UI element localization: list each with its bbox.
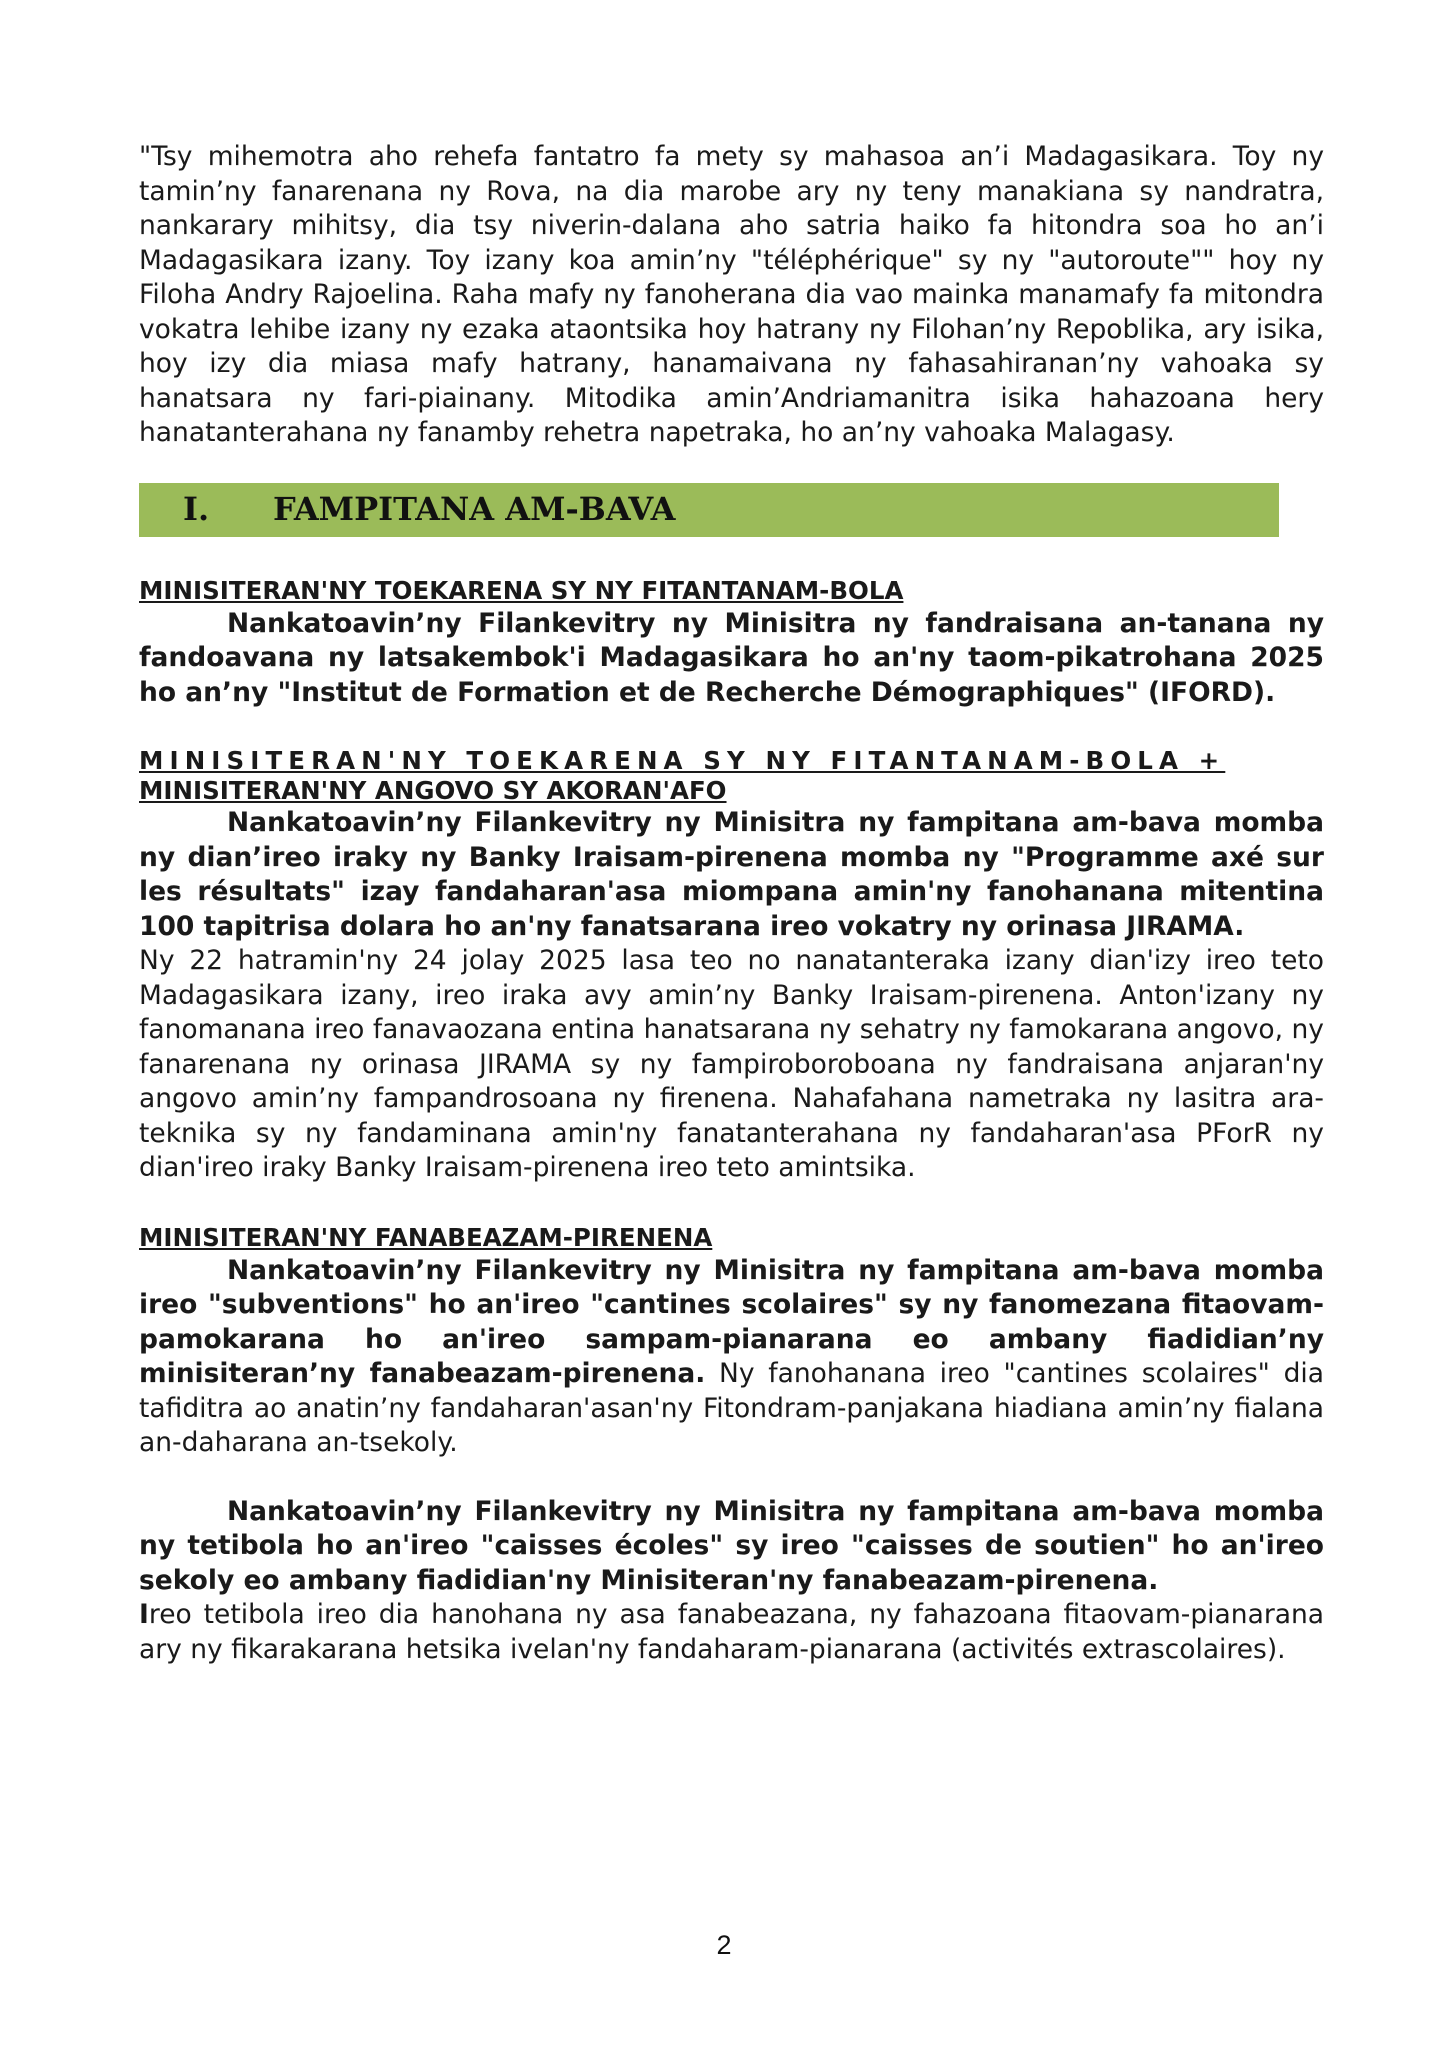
section-heading — [139, 483, 1279, 537]
decision-body-text: Ny fanohanana ireo "cantines scolaires" dia tafiditra ao anatin’ny fandaharan'asan'ny Fitondram-panjakana hiadiana amin’ny fialana an-daharana an-tsekoly. — [139, 1358, 1324, 1458]
decision-paragraph — [139, 1254, 1324, 1461]
ministry-heading: MINISITERAN'NY ANGOVO SY AKORAN'AFO — [139, 776, 727, 805]
decision-paragraph: Nankatoavin’ny Filankevitry ny Minisitra ny fandraisana an-tanana ny fandoavana ny latsakembok'i Madagasikara ho an'ny taom-pikatrohana 2025 ho an’ny "Institut de Formation et de Recherche Démographiques" (IFORD). — [139, 607, 1324, 708]
body-paragraph — [139, 1598, 1324, 1667]
page-number: 2 — [716, 1930, 732, 1960]
body-initial: I — [139, 1599, 149, 1630]
decision-bold-text: Nankatoavin’ny Filankevitry ny Minisitra ny fampitana am-bava momba ireo "subventions" ho an'ireo "cantines scolaires" sy ny fanomezana fitaovam-pamokarana ho an'ireo sampam-pianarana eo ambany fiadidian’ny minisiteran’ny fanabeazam-pirenena. — [139, 1254, 1324, 1389]
body-paragraph: Ny 22 hatramin'ny 24 jolay 2025 lasa teo no nanatanteraka izany dian'izy ireo teto Madagasikara izany, ireo iraka avy amin’ny Banky Iraisam-pirenena. Anton'izany ny fanomanana ireo fanavaozana entina hanatsarana ny sehatry ny famokarana angovo, ny fanarenana ny orinasa JIRAMA sy ny fampiroboroboana ny fandraisana anjaran'ny angovo amin’ny fampandrosoana ny firenena. Nahafahana nametraka ny lasitra ara-teknika sy ny fandaminana amin'ny fanatanterahana ny fandaharan'asa PForR ny dian'ireo iraky Banky Iraisam-pirenena ireo teto amintsika. — [139, 945, 1324, 1183]
ministry-heading: MINISITERAN'NY TOEKARENA SY NY FITANTANAM-BOLA — [139, 575, 904, 605]
intro-paragraph: "Tsy mihemotra aho rehefa fantatro fa mety sy mahasoa an’i Madagasikara. Toy ny tamin’ny fanarenana ny Rova, na dia marobe ary ny teny manakiana sy nandratra, nankarary mihitsy, dia tsy niverin-dalana aho satria haiko fa hitondra soa ho an’i Madagasikara izany. Toy izany koa amin’ny "téléphérique" sy ny "autoroute"" hoy ny Filoha Andry Rajoelina. Raha mafy ny fanoherana dia vao mainka manamafy fa mitondra vokatra lehibe izany ny ezaka ataontsika hoy hatrany ny Filohan’ny Repoblika, ary isika, hoy izy dia miasa mafy hatrany, hanamaivana ny fahasahiranan’ny vahoaka sy hanatsara ny fari-piainany. Mitodika amin’Andriamanitra isika hahazoana hery hanatanterahana ny fanamby rehetra napetraka, ho an’ny vahoaka Malagasy. — [139, 141, 1324, 448]
body-text: reo tetibola ireo dia hanohana ny asa fanabeazana, ny fahazoana fitaovam-pianarana ary ny fikarakarana hetsika ivelan'ny fandaharam-pianarana (activités extrascolaires). — [139, 1599, 1324, 1665]
ministry-heading: MINISITERAN'NY TOEKARENA SY NY FITANTANAM-BOLA + — [139, 746, 1226, 775]
document-page — [139, 140, 1324, 1667]
decision-paragraph: Nankatoavin’ny Filankevitry ny Minisitra ny fampitana am-bava momba ny tetibola ho an'ireo "caisses écoles" sy ireo "caisses de soutien" ho an'ireo sekoly eo ambany fiadidian'ny Minisiteran'ny fanabeazam-pirenena. — [139, 1495, 1324, 1596]
decision-paragraph: Nankatoavin’ny Filankevitry ny Minisitra ny fampitana am-bava momba ny dian’ireo iraky ny Banky Iraisam-pirenena momba ny "Programme axé sur les résultats" izay fandaharan'asa miompana amin'ny fanohanana mitentina 100 tapitrisa dolara ho an'ny fanatsarana ireo vokatry ny orinasa JIRAMA. — [139, 807, 1324, 942]
section-number: I. — [183, 490, 210, 529]
ministry-heading: MINISITERAN'NY FANABEAZAM-PIRENENA — [139, 1222, 713, 1252]
section-title: FAMPITANA AM-BAVA — [273, 490, 676, 529]
